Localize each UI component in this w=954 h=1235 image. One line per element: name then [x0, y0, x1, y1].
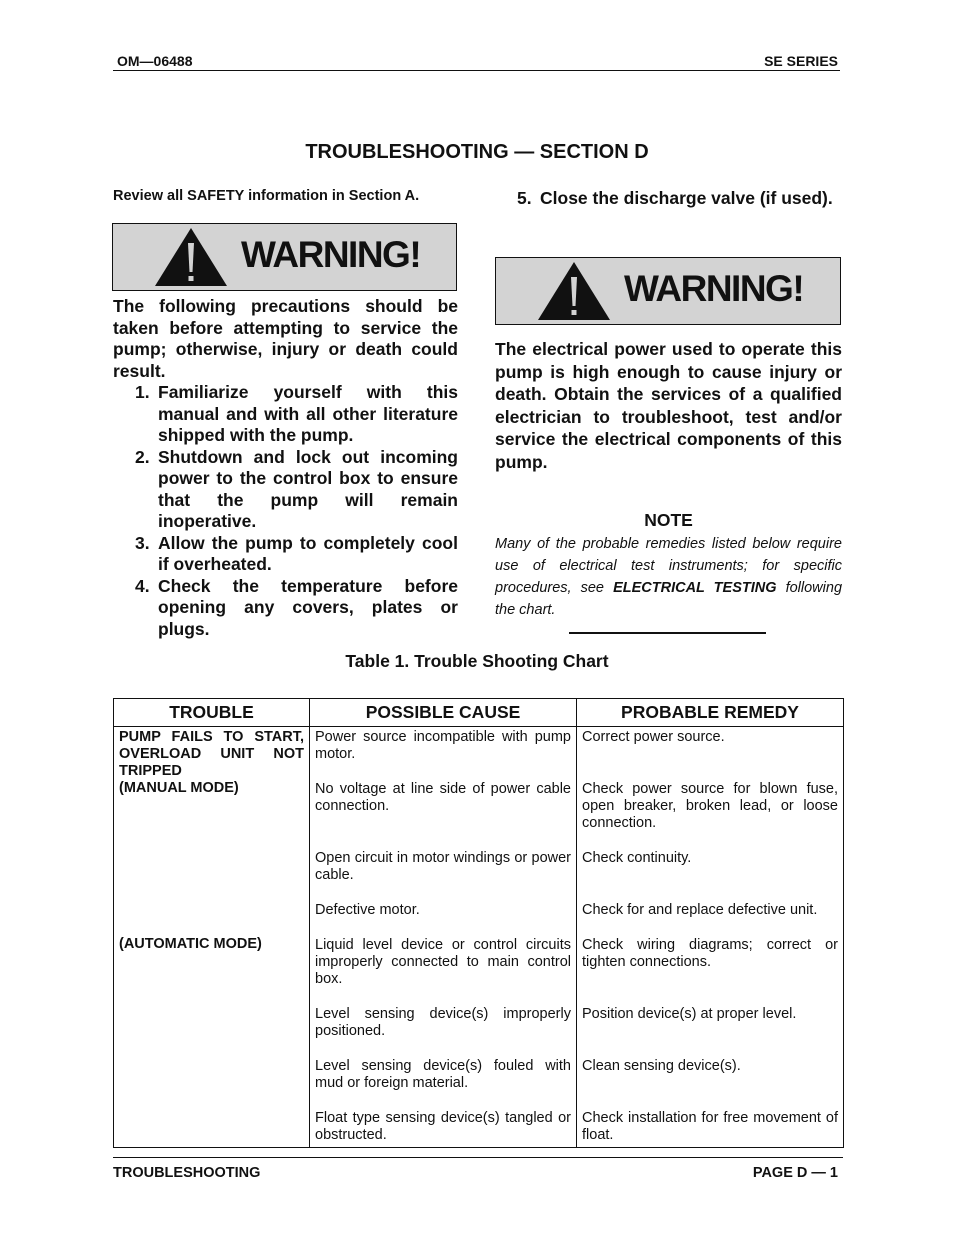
list-item: 4. Check the temperature before opening any covers, plates or plugs.: [135, 575, 458, 639]
column-header: PROBABLE REMEDY: [577, 699, 844, 727]
table-row: [114, 727, 844, 1148]
cause-cell: [310, 727, 577, 1148]
cause-entry: Power source incompatible with pump motor.: [315, 729, 571, 762]
trouble-main: PUMP FAILS TO START, OVERLOAD UNIT NOT TRIPPED: [119, 729, 304, 779]
cause-entry: Defective motor.: [315, 902, 420, 918]
series-name: SE SERIES: [764, 53, 838, 69]
note-divider: [569, 632, 766, 634]
electrical-warning-block: [495, 338, 842, 473]
precautions-intro: The following precautions should be taken before attempting to service the pump; otherwise, injury or death could result.: [113, 296, 458, 381]
list-item: 5. Close the discharge valve (if used).: [517, 188, 833, 208]
warning-label: WARNING!: [241, 234, 421, 275]
note-body: Many of the probable remedies listed below require use of electrical test instruments; for specific procedures, see ELECTRICAL TESTING following the chart.: [495, 536, 843, 618]
cause-entry: Float type sensing device(s) tangled or obstructed.: [315, 1110, 571, 1143]
cause-entry: No voltage at line side of power cable connection.: [315, 781, 571, 814]
warning-banner-left: [112, 223, 457, 291]
trouble-automatic-mode: (AUTOMATIC MODE): [119, 936, 262, 952]
table-header-row: [114, 699, 844, 727]
cause-entry: Liquid level device or control circuits improperly connected to main control box.: [315, 937, 571, 987]
section-title: TROUBLESHOOTING — SECTION D: [305, 141, 649, 163]
warning-triangle-icon: [153, 226, 229, 288]
remedy-entry: Correct power source.: [582, 729, 725, 745]
precautions-list: [113, 382, 458, 640]
list-item: 3. Allow the pump to completely cool if overheated.: [135, 532, 458, 574]
column-header: POSSIBLE CAUSE: [310, 699, 577, 727]
remedy-entry: Check wiring diagrams; correct or tighten connections.: [582, 937, 838, 970]
remedy-entry: Check for and replace defective unit.: [582, 902, 818, 918]
troubleshooting-table: [113, 698, 844, 1148]
warning-label: WARNING!: [624, 268, 804, 309]
page-number: PAGE D — 1: [752, 1165, 838, 1181]
safety-review-note: Review all SAFETY information in Section A.: [113, 188, 420, 204]
note-block: [495, 510, 842, 621]
remedy-cell: [577, 727, 844, 1148]
trouble-cell: [114, 727, 310, 1148]
warning-banner-right: [495, 257, 841, 325]
cause-entry: Level sensing device(s) fouled with mud or foreign material.: [315, 1058, 571, 1091]
remedy-entry: Check installation for free movement of float.: [582, 1110, 838, 1143]
doc-number: OM—06488: [117, 53, 193, 69]
note-reference: ELECTRICAL TESTING: [613, 580, 777, 596]
remedy-entry: Check continuity.: [582, 850, 692, 866]
remedy-entry: Check power source for blown fuse, open breaker, broken lead, or loose connection.: [582, 781, 838, 831]
column-header: TROUBLE: [114, 699, 310, 727]
remedy-entry: Position device(s) at proper level.: [582, 1006, 797, 1022]
list-item: 1. Familiarize yourself with this manual and with all other literature shipped with the pump.: [135, 382, 458, 445]
precautions-block: [113, 296, 458, 640]
list-item: 2. Shutdown and lock out incoming power to the control box to ensure that the pump will remain inoperative.: [135, 446, 458, 531]
left-column: [113, 188, 458, 204]
electrical-warning-text: The electrical power used to operate this pump is high enough to cause injury or death. Obtain the services of a qualified electrician to troubleshoot, test and/or service the electrical components of this pump.: [495, 339, 842, 472]
cause-entry: Open circuit in motor windings or power cable.: [315, 850, 571, 883]
footer-section: TROUBLESHOOTING: [113, 1165, 261, 1181]
note-heading: NOTE: [644, 510, 693, 530]
step-five-block: [495, 188, 842, 210]
page-footer: [113, 1157, 843, 1181]
page-header: [113, 52, 840, 71]
table-caption: Table 1. Trouble Shooting Chart: [345, 651, 609, 671]
warning-triangle-icon: [536, 260, 612, 322]
trouble-manual-mode: (MANUAL MODE): [119, 780, 239, 796]
remedy-entry: Clean sensing device(s).: [582, 1058, 741, 1074]
cause-entry: Level sensing device(s) improperly positioned.: [315, 1006, 571, 1039]
